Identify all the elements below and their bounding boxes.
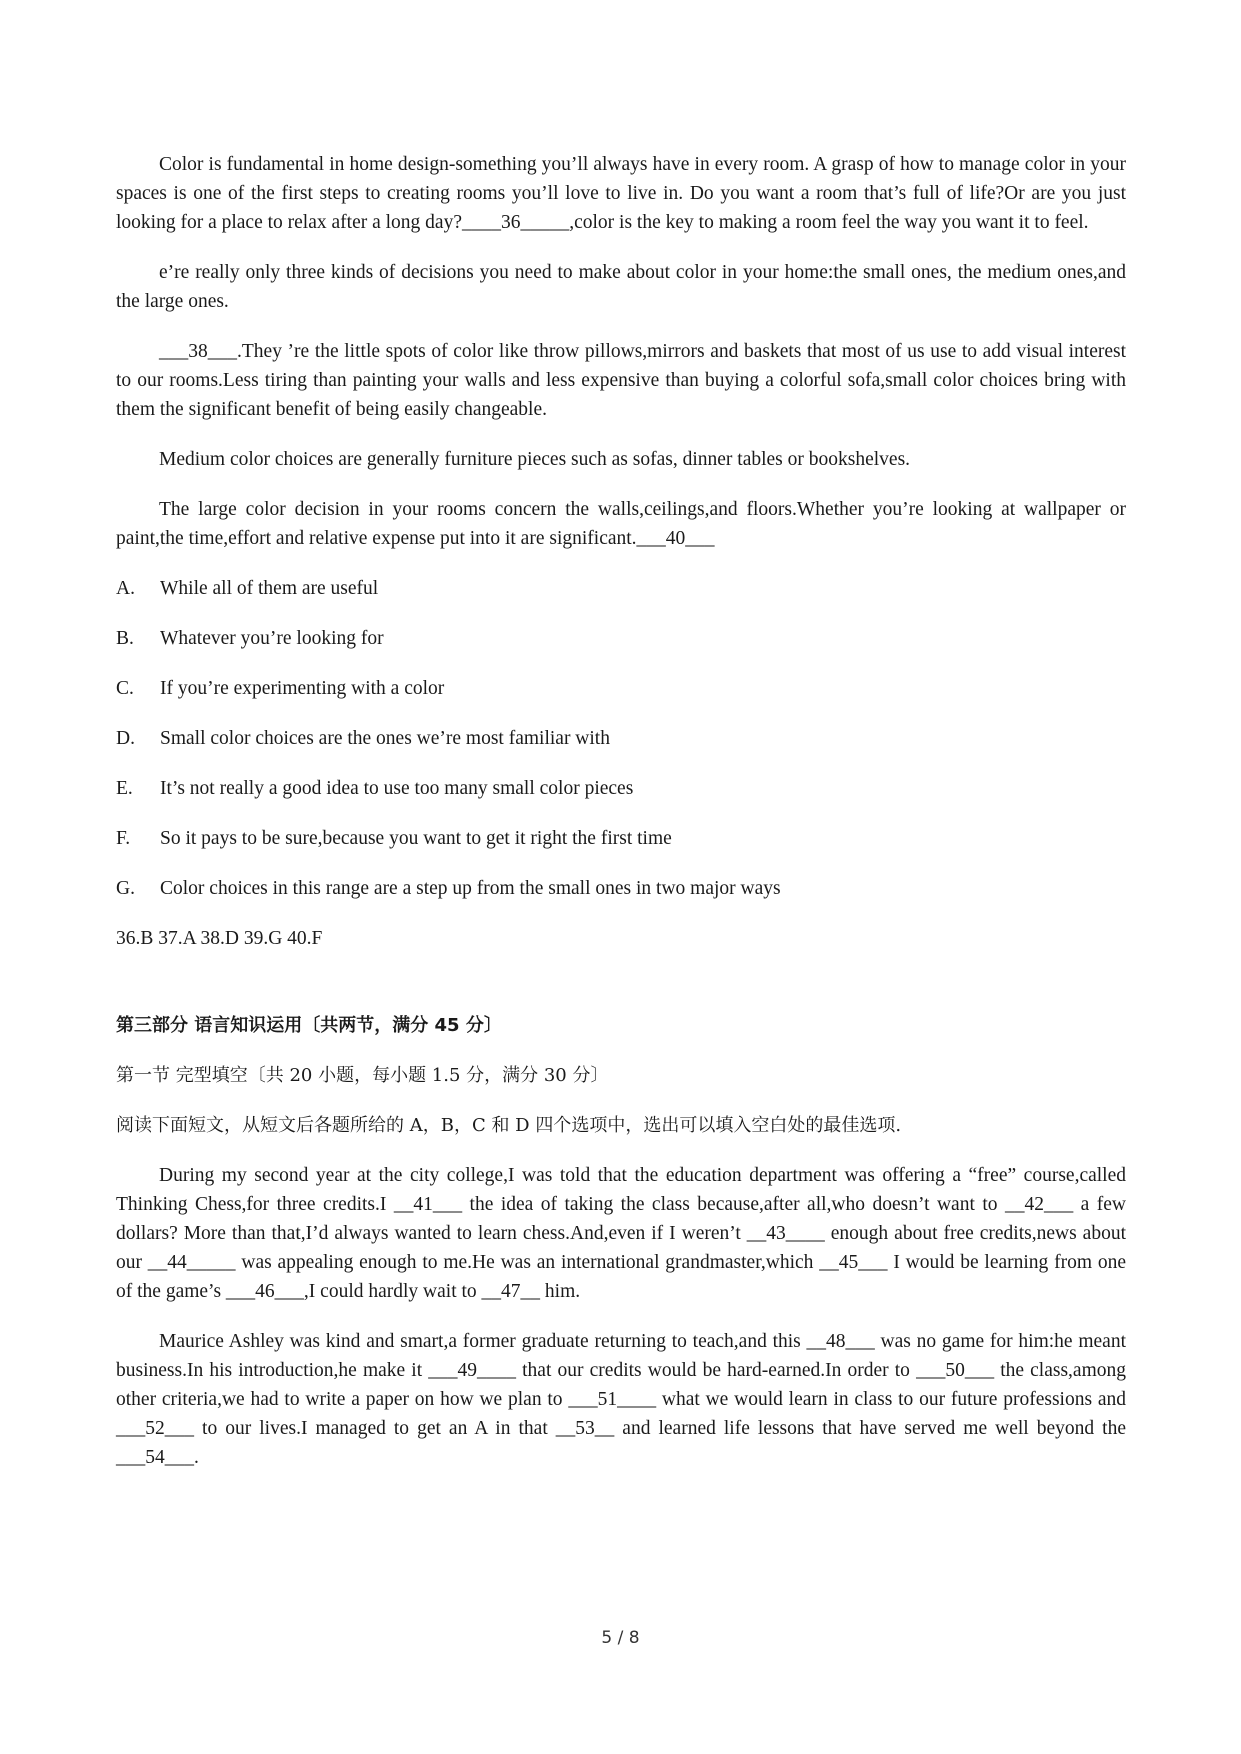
option-item: [116, 874, 1126, 903]
option-letter: D.: [116, 728, 135, 749]
reading-paragraph-5: The large color decision in your rooms concern the walls,ceilings,and floors.Whether you’re looking at wallpaper or paint,the time,effort and relative expense put into it are significant.___40___: [116, 499, 1126, 549]
cloze-paragraph-2: Maurice Ashley was kind and smart,a former graduate returning to teach,and this __48___ was no game for him:he meant business.In his introduction,he make it ___49____ that our credits would be hard-earned.In order to ___50___ the class,among other criteria,we had to write a paper on how we plan to ___51____ what we would learn in class to our future professions and ___52___ to our lives.I managed to get an A in that __53__ and learned life lessons that have served me well beyond the ___54___.: [116, 1331, 1126, 1468]
option-text: While all of them are useful: [160, 578, 379, 599]
option-letter: C.: [116, 678, 134, 699]
option-item: [116, 574, 1126, 603]
page-number: 5 / 8: [601, 1628, 640, 1648]
option-item: [116, 624, 1126, 653]
option-letter: A.: [116, 578, 135, 599]
document-page: [116, 150, 1126, 1493]
reading-paragraph-3: ___38___.They ’re the little spots of color like throw pillows,mirrors and baskets that most of us use to add visual interest to our rooms.Less tiring than painting your walls and less expensive than buying a colorful sofa,small color choices bring with them the significant benefit of being easily changeable.: [116, 341, 1126, 420]
reading-paragraph-4: Medium color choices are generally furniture pieces such as sofas, dinner tables or bookshelves.: [159, 449, 911, 470]
option-text: It’s not really a good idea to use too many small color pieces: [160, 778, 634, 799]
option-list: [116, 574, 1126, 903]
option-text: So it pays to be sure,because you want to get it right the first time: [160, 828, 672, 849]
option-item: [116, 724, 1126, 753]
reading-paragraph-1: Color is fundamental in home design-something you’ll always have in every room. A grasp of how to manage color in your spaces is one of the first steps to creating rooms you’ll love to live in. Do you want a room that’s full of life?Or are you just looking for a place to relax after a long day?____36_____,color is the key to making a room feel the way you want it to feel.: [116, 154, 1126, 233]
option-text: Whatever you’re looking for: [160, 628, 384, 649]
option-letter: B.: [116, 628, 134, 649]
option-text: Small color choices are the ones we’re most familiar with: [160, 728, 610, 749]
answer-key: 36.B 37.A 38.D 39.G 40.F: [116, 928, 323, 949]
section-subtitle: 第一节 完型填空〔共 20 小题，每小题 1.5 分，满分 30 分〕: [116, 1065, 609, 1086]
option-item: [116, 774, 1126, 803]
option-item: [116, 674, 1126, 703]
option-text: Color choices in this range are a step up from the small ones in two major ways: [160, 878, 781, 899]
section-title: 第三部分 语言知识运用〔共两节，满分 45 分〕: [116, 1015, 502, 1036]
option-text: If you’re experimenting with a color: [160, 678, 445, 699]
option-letter: F.: [116, 828, 131, 849]
reading-paragraph-2: e’re really only three kinds of decisions you need to make about color in your home:the small ones, the medium ones,and the large ones.: [116, 262, 1126, 312]
cloze-paragraph-1: During my second year at the city college,I was told that the education department was offering a “free” course,called Thinking Chess,for three credits.I __41___ the idea of taking the class because,after all,who doesn’t want to __42___ a few dollars? More than that,I’d always wanted to learn chess.And,even if I weren’t __43____ enough about free credits,news about our __44_____ was appealing enough to me.He was an international grandmaster,which __45___ I would be learning from one of the game’s ___46___,I could hardly wait to __47__ him.: [116, 1165, 1126, 1302]
option-letter: E.: [116, 778, 133, 799]
section-instruction: 阅读下面短文，从短文后各题所给的 A，B，C 和 D 四个选项中，选出可以填入空白处的最佳选项.: [116, 1115, 902, 1136]
option-letter: G.: [116, 878, 135, 899]
option-item: [116, 824, 1126, 853]
